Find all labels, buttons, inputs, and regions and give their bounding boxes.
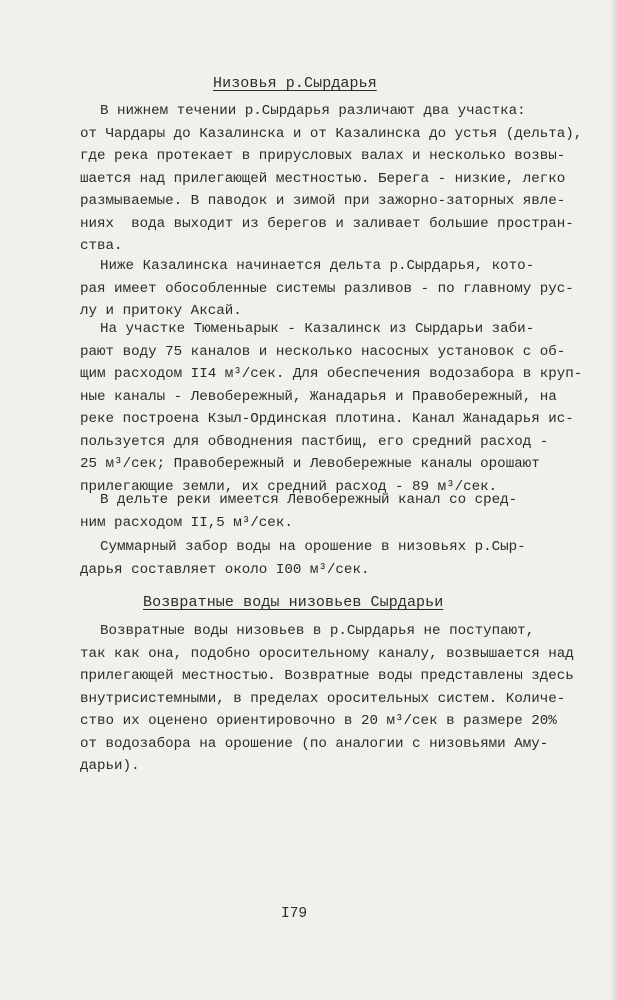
paragraph — [80, 255, 617, 323]
section-heading-lower-syrdarya: Низовья р.Сырдарья — [213, 75, 377, 92]
text-line: дарья составляет около I00 м³/сек. — [80, 561, 370, 578]
text-line: дарьи). — [80, 758, 140, 774]
text-line: щим расходом II4 м³/сек. Для обеспечения водозабора в круп- — [80, 366, 583, 382]
paragraph — [80, 620, 617, 778]
text-line: В нижнем течении р.Сырдарья различают два участка: — [100, 103, 526, 119]
text-line: Суммарный забор воды на орошение в низовьях р.Сыр- — [100, 539, 526, 555]
text-line: рают воду 75 каналов и несколько насосных установок с об- — [80, 343, 566, 360]
text-line: В дельте реки имеется Левобережный канал со сред- — [100, 492, 518, 508]
text-line: где река протекает в прирусловых валах и несколько возвы- — [80, 148, 566, 164]
paragraph — [80, 536, 617, 581]
text-line: пользуется для обводнения пастбищ, его средний расход - — [80, 433, 549, 450]
text-line: так как она, подобно оросительному каналу, возвышается над — [80, 645, 574, 662]
paragraph — [80, 489, 617, 534]
text-line: На участке Тюменьарык - Казалинск из Сырдарьи заби- — [100, 321, 535, 337]
text-line: рая имеет обособленные системы разливов - по главному рус- — [80, 280, 574, 297]
text-line: ные каналы - Левобережный, Жанадарья и Правобережный, на — [80, 388, 557, 405]
text-line: реке построена Кзыл-Ординская плотина. Канал Жанадарья ис- — [80, 411, 574, 427]
page-number: I79 — [281, 906, 308, 922]
text-line: ство их оценено ориентировочно в 20 м³/сек в размере 20% — [80, 713, 557, 729]
text-line: ниях вода выходит из берегов и заливает большие простран- — [80, 215, 574, 232]
text-line: Ниже Казалинска начинается дельта р.Сырдарья, кото- — [100, 258, 535, 274]
text-line: ним расходом II,5 м³/сек. — [80, 514, 293, 531]
text-line: прилегающие земли, их средний расход - 89 м³/сек. — [80, 478, 498, 495]
text-line: Возвратные воды низовьев в р.Сырдарья не поступают, — [100, 623, 535, 639]
text-line: от водозабора на орошение (по аналогии с низовьями Аму- — [80, 735, 549, 752]
text-line: шается над прилегающей местностью. Берега - низкие, легко — [80, 170, 566, 187]
paragraph — [80, 100, 617, 258]
paragraph — [80, 318, 617, 498]
text-line: прилегающей местностью. Возвратные воды представлены здесь — [80, 668, 574, 684]
page-edge-shadow — [611, 0, 617, 1000]
text-line: лу и притоку Аксай. — [80, 303, 242, 319]
text-line: размываемые. В паводок и зимой при зажорно-заторных явле- — [80, 193, 566, 209]
text-line: от Чардары до Казалинска и от Казалинска до устья (дельта), — [80, 125, 583, 142]
section-heading-return-waters: Возвратные воды низовьев Сырдарьи — [143, 594, 444, 611]
text-line: внутрисистемными, в пределах оросительных систем. Количе- — [80, 690, 566, 707]
text-line: 25 м³/сек; Правобережный и Левобережные каналы орошают — [80, 456, 540, 472]
text-line: ства. — [80, 238, 123, 254]
